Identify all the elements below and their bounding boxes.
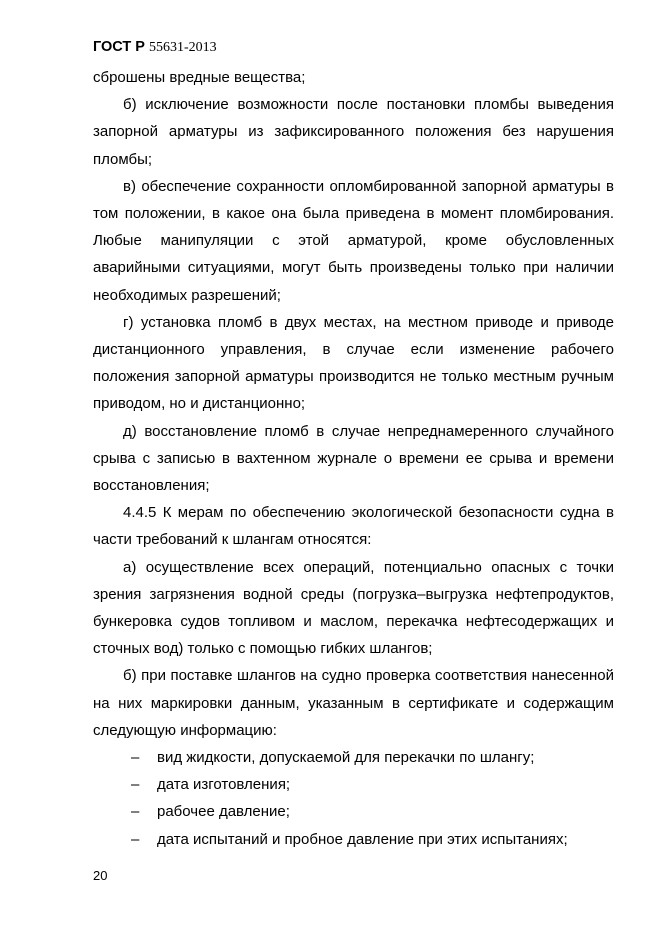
dash-marker: – xyxy=(131,776,140,794)
standard-number: 55631-2013 xyxy=(148,40,217,55)
paragraph: 4.4.5 К мерам по обеспечению экологической безопасности судна в части требований к шлангам относятся: xyxy=(93,504,614,549)
paragraph: б) при поставке шлангов на судно проверка соответствия нанесенной на них маркировки данным, указанным в сертификате и содержащим следующую информацию: xyxy=(93,667,614,739)
dash-marker: – xyxy=(131,803,140,821)
list-item xyxy=(93,771,614,798)
list-item-text: рабочее давление; xyxy=(157,803,290,821)
list-item-text: вид жидкости, допускаемой для перекачки по шлангу; xyxy=(157,749,535,767)
dash-list xyxy=(93,744,614,853)
paragraph: д) восстановление пломб в случае непреднамеренного случайного срыва с записью в вахтенном журнале о времени ее срыва и времени восстановления; xyxy=(93,422,614,495)
list-item xyxy=(93,826,614,853)
list-item-text: дата испытаний и пробное давление при этих испытаниях; xyxy=(157,830,568,848)
page-number: 20 xyxy=(93,868,108,883)
dash-marker: – xyxy=(131,830,140,848)
paragraph: сброшены вредные вещества; xyxy=(93,69,306,86)
page-header xyxy=(93,39,217,56)
paragraph: г) установка пломб в двух местах, на местном приводе и приводе дистанционного управления, в случае если изменение рабочего положения запорной арматуры производится не только местным ручным приводом, но и дистанционно; xyxy=(93,313,614,413)
paragraph: б) исключение возможности после постановки пломбы выведения запорной арматуры из зафиксированного положения без нарушения пломбы; xyxy=(93,96,614,168)
standard-code: ГОСТ Р xyxy=(93,39,145,55)
document-body xyxy=(93,64,614,853)
dash-marker: – xyxy=(131,749,140,767)
list-item xyxy=(93,798,614,825)
paragraph: а) осуществление всех операций, потенциально опасных с точки зрения загрязнения водной среды (погрузка–выгрузка нефтепродуктов, бункеровка судов топливом и маслом, перекачка нефтесодержащих и сточных вод) только с помощью гибких шлангов; xyxy=(93,558,614,658)
list-item-text: дата изготовления; xyxy=(157,776,291,794)
paragraph: в) обеспечение сохранности опломбированной запорной арматуры в том положении, в какое она была приведена в момент пломбирования. Любые манипуляции с этой арматурой, кроме обусловленных аварийными ситуациями, могут быть произведены только при наличии необходимых разрешений; xyxy=(93,177,614,304)
list-item xyxy=(93,744,614,771)
